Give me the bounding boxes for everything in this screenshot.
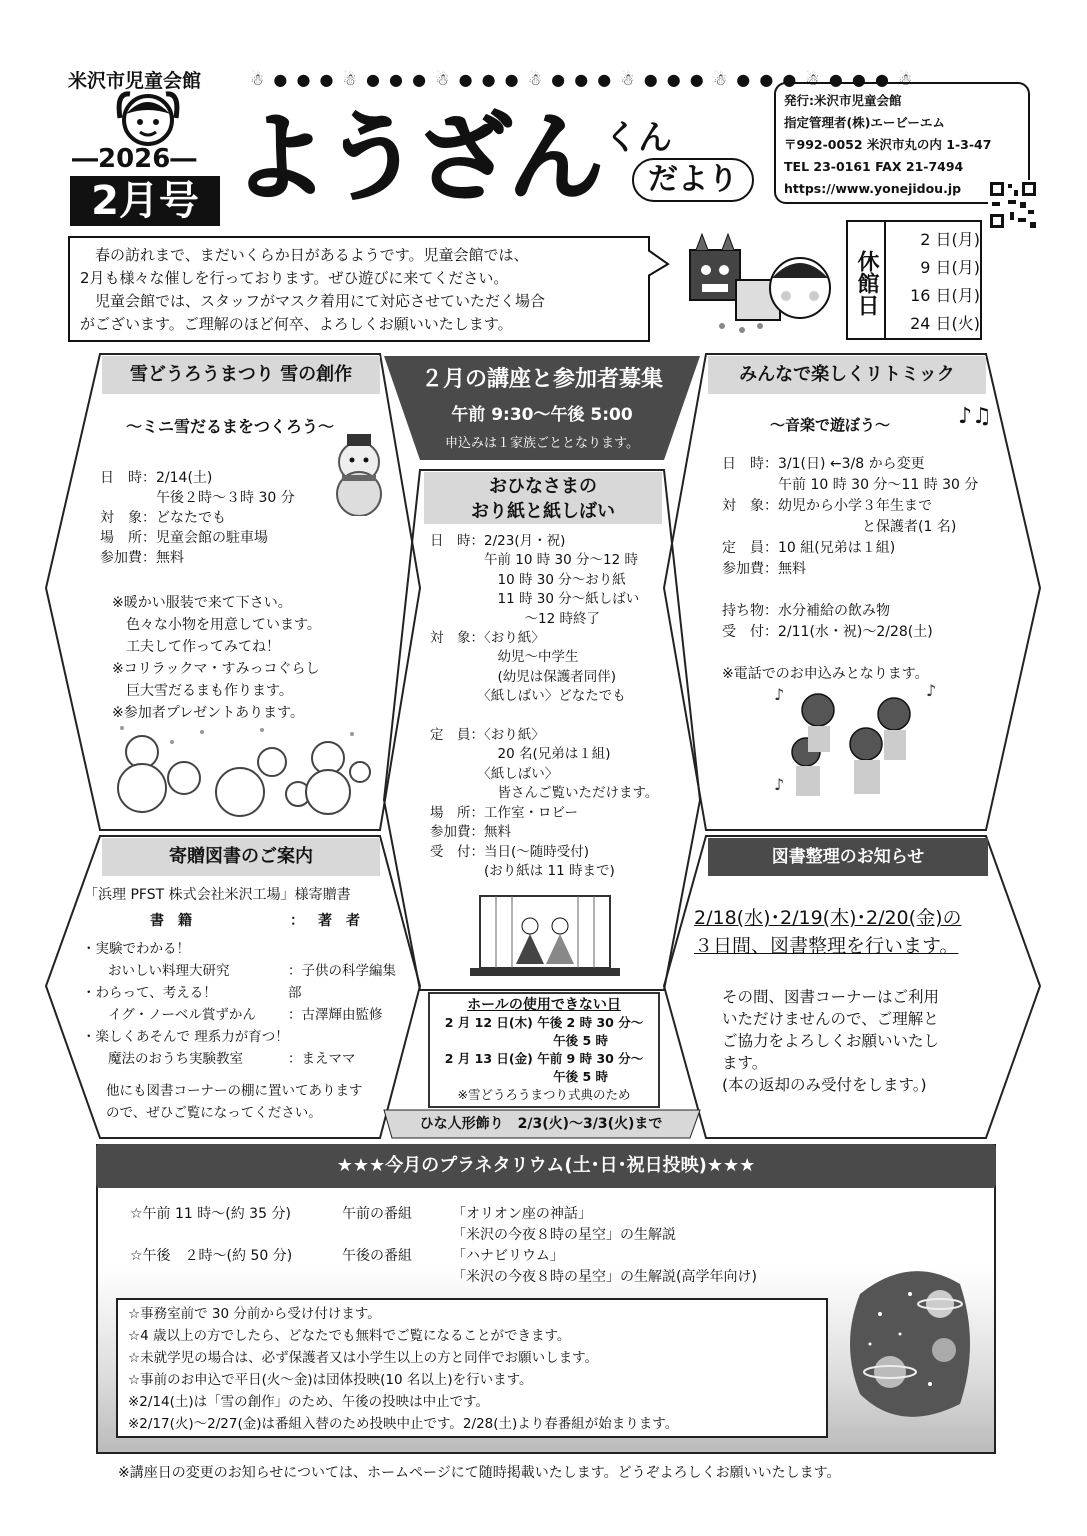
title-kun: くん (604, 118, 672, 158)
website-link[interactable]: https://www.yonejidou.jp (784, 181, 962, 196)
book-author: ：古澤輝由監修 (288, 1007, 383, 1023)
year: 2026 (98, 144, 171, 174)
snow-fest-subtitle: ～ミニ雪だるまをつくろう～ (125, 417, 334, 436)
rhythm-subtitle: ～音楽で遊ぼう～ (769, 416, 890, 434)
planets-icon (840, 1254, 980, 1430)
rhythm-details: 日 時：3/1(日) ←3/8 から変更 午前 10 時 30 分～11 時 30 分 対 象：幼児から小学３年生まで と保護者(1 名) 定 員：10 組(兄弟は１組) 参加費：無料 持ち物：水分補給の飲み物 受 付：2/11(水・祝)～2/28(土) ※電話でのお申込みとなります。 (722, 456, 979, 682)
books-title: 寄贈図書のご案内 (102, 838, 380, 876)
courses-note: 申込みは１家族ごととなります。 (445, 436, 639, 451)
book-category: ・わらって、考える！ (82, 985, 217, 1001)
svg-text:♪: ♪ (774, 685, 785, 704)
schedule-label: 午後の番組 (342, 1248, 412, 1264)
schedule-program: 「米沢の今夜８時の星空」の生解説 (452, 1227, 676, 1243)
planetarium-title: ★★★今月のプラネタリウム(土･日･祝日投映)★★★ (96, 1144, 996, 1188)
book-category: ・楽しくあそんで 理系力が育つ！ (82, 1029, 289, 1045)
hina-details: 日 時：2/23(月・祝) 午前 10 時 30 分～12 時 10 時 30 分～おり紙 11 時 30 分～紙しばい ～12 時終了 対 象：〈おり紙〉 幼児～中学生 (幼児は保護者同伴) 〈紙しばい〉どなたでも 定 員：〈おり紙〉 20 名(兄弟は１組) 〈紙しばい〉 皆さんご覧いただけます。 場 所：工作室・ロビー 参加費：無料 受 付：当日(～随時受付) (おり紙は 11 時まで) (430, 533, 659, 879)
closed-days-box: 休館日 2 日(月) 9 日(月) 16 日(月) 24 日(火) (846, 220, 982, 340)
books-footer: 他にも図書コーナーの棚に置いてあります ので、ぜひご覧になってください。 (106, 1083, 363, 1121)
title-dayori: だより (632, 158, 754, 202)
hina-dolls-icon (470, 886, 620, 978)
hina-title: おひなさまの おり紙と紙しばい (424, 472, 662, 524)
issue-badge: 2月号 (70, 176, 220, 226)
books-head-author: 著 者 (318, 913, 360, 929)
hall-closed-box: ホールの使用できない日 2 月 12 日(木) 午後 2 時 30 分～ 午後 5 時 2 月 13 日(金) 午前 9 時 30 分～ 午後 5 時 ※雪どうろうまつり式典のため (428, 992, 660, 1108)
hall-closed-title: ホールの使用できない日 (467, 997, 621, 1013)
snowman-border-icon: ☃ ● ● ● ☃ ● ● ● ☃ ● ● ● ☃ ● ● ● ☃ ● ● ● ☃ ● ● ● ☃ ● ● ● ☃ (250, 70, 915, 89)
courses-title: ２月の講座と参加者募集 (420, 367, 663, 392)
snow-fest-title: 雪どうろうまつり 雪の創作 (102, 356, 380, 394)
books-donor: 「浜理 PFST 株式会社米沢工場」様寄贈書 (84, 887, 351, 903)
rhythm-title: みんなで楽しくリトミック (708, 356, 986, 394)
book-name: 魔法のおうち実験教室 (108, 1051, 243, 1067)
schedule-time: ☆午前 11 時～(約 35 分) (130, 1206, 291, 1222)
org-name: 米沢市児童会館 (68, 70, 202, 92)
schedule-label: 午前の番組 (342, 1206, 412, 1222)
library-headline: 2/18(水)･2/19(木)･2/20(金)の ３日間、図書整理を行います。 (694, 907, 962, 957)
library-title: 図書整理のお知らせ (708, 838, 988, 876)
hina-display-banner: ひな人形飾り 2/3(火)～3/3(火)まで (419, 1116, 663, 1132)
schedule-time: ☆午後 ２時～(約 50 分) (130, 1248, 293, 1264)
footer-note: ※講座日の変更のお知らせについては、ホームページにて随時掲載いたします。どうぞよろしくお願いいたします。 (118, 1465, 841, 1481)
planetarium-schedule (130, 1204, 850, 1292)
library-body: その間、図書コーナーはご利用 いただけませんので、ご理解と ご協力をよろしくお願いいたし ます。 (本の返却のみ受付をします。) (722, 988, 940, 1094)
book-author: ：子供の科学編集部 (288, 963, 396, 1001)
schedule-program: 「オリオン座の神話」 (452, 1206, 592, 1222)
courses-time: 午前 9:30～午後 5:00 (451, 405, 633, 425)
book-name: イグ・ノーベル賞ずかん (108, 1007, 256, 1023)
schedule-program: 「米沢の今夜８時の星空」の生解説(高学年向け) (452, 1269, 757, 1285)
intro-message: 春の訪れまで、まだいくらか日があるようです。児童会館では、 2月も様々な催しを行っております。ぜひ遊びに来てください。 児童会館では、スタッフがマスク着用にて対応させていただく場合 がございます。ご理解のほど何卒、よろしくお願いいたします。 (68, 236, 650, 342)
book-list (82, 938, 402, 1070)
book-author: ：まえママ (288, 1051, 356, 1067)
publisher-box: 発行:米沢市児童会館 指定管理者(株)エービーエム 〒992-0052 米沢市丸の内 1-3-47 TEL 23-0161 FAX 21-7494 https://www.yonejidou.jp (774, 82, 1030, 204)
newsletter-title: ようざん (232, 102, 600, 214)
svg-text:♪: ♪ (774, 775, 785, 794)
music-notes-icon: ♪♫ (958, 404, 992, 429)
svg-text:♪: ♪ (926, 681, 937, 700)
book-category: ・実験でわかる！ (82, 941, 190, 957)
closed-days-label: 休館日 (848, 222, 886, 338)
snow-fest-details: 日 時：2/14(土) 午後２時～３時 30 分 対 象：どなたでも 場 所：児童会館の駐車場 参加費：無料 (100, 470, 295, 566)
dancing-kids-icon (770, 680, 950, 810)
snow-fest-notes: ※暖かい服装で来て下さい。 色々な小物を用意しています。 工夫して作ってみてね！ ※コリラックマ・すみっコぐらし 巨大雪だるまも作ります。 ※参加者プレゼントあります。 (112, 595, 321, 721)
book-name: おいしい料理大研究 (108, 963, 230, 979)
snow-characters-icon (112, 722, 372, 818)
schedule-program: 「ハナビリウム」 (452, 1248, 564, 1264)
books-head-title: 書 籍 (150, 913, 192, 929)
planetarium-notes: ☆事務室前で 30 分前から受け付けます。 ☆4 歳以上の方でしたら、どなたでも無料でご覧になることができます。 ☆未就学児の場合は、必ず保護者又は小学生以上の方と同伴でお願いします。 ☆事前のお申込で平日(火～金)は団体投映(10 名以上)を行います。 ※2/14(土)は「雪の創作」のため、午後の投映は中止です。 ※2/17(火)～2/27(金)は番組入替のため投映中止です。2/28(土)より春番組が始まります。 (116, 1298, 828, 1438)
